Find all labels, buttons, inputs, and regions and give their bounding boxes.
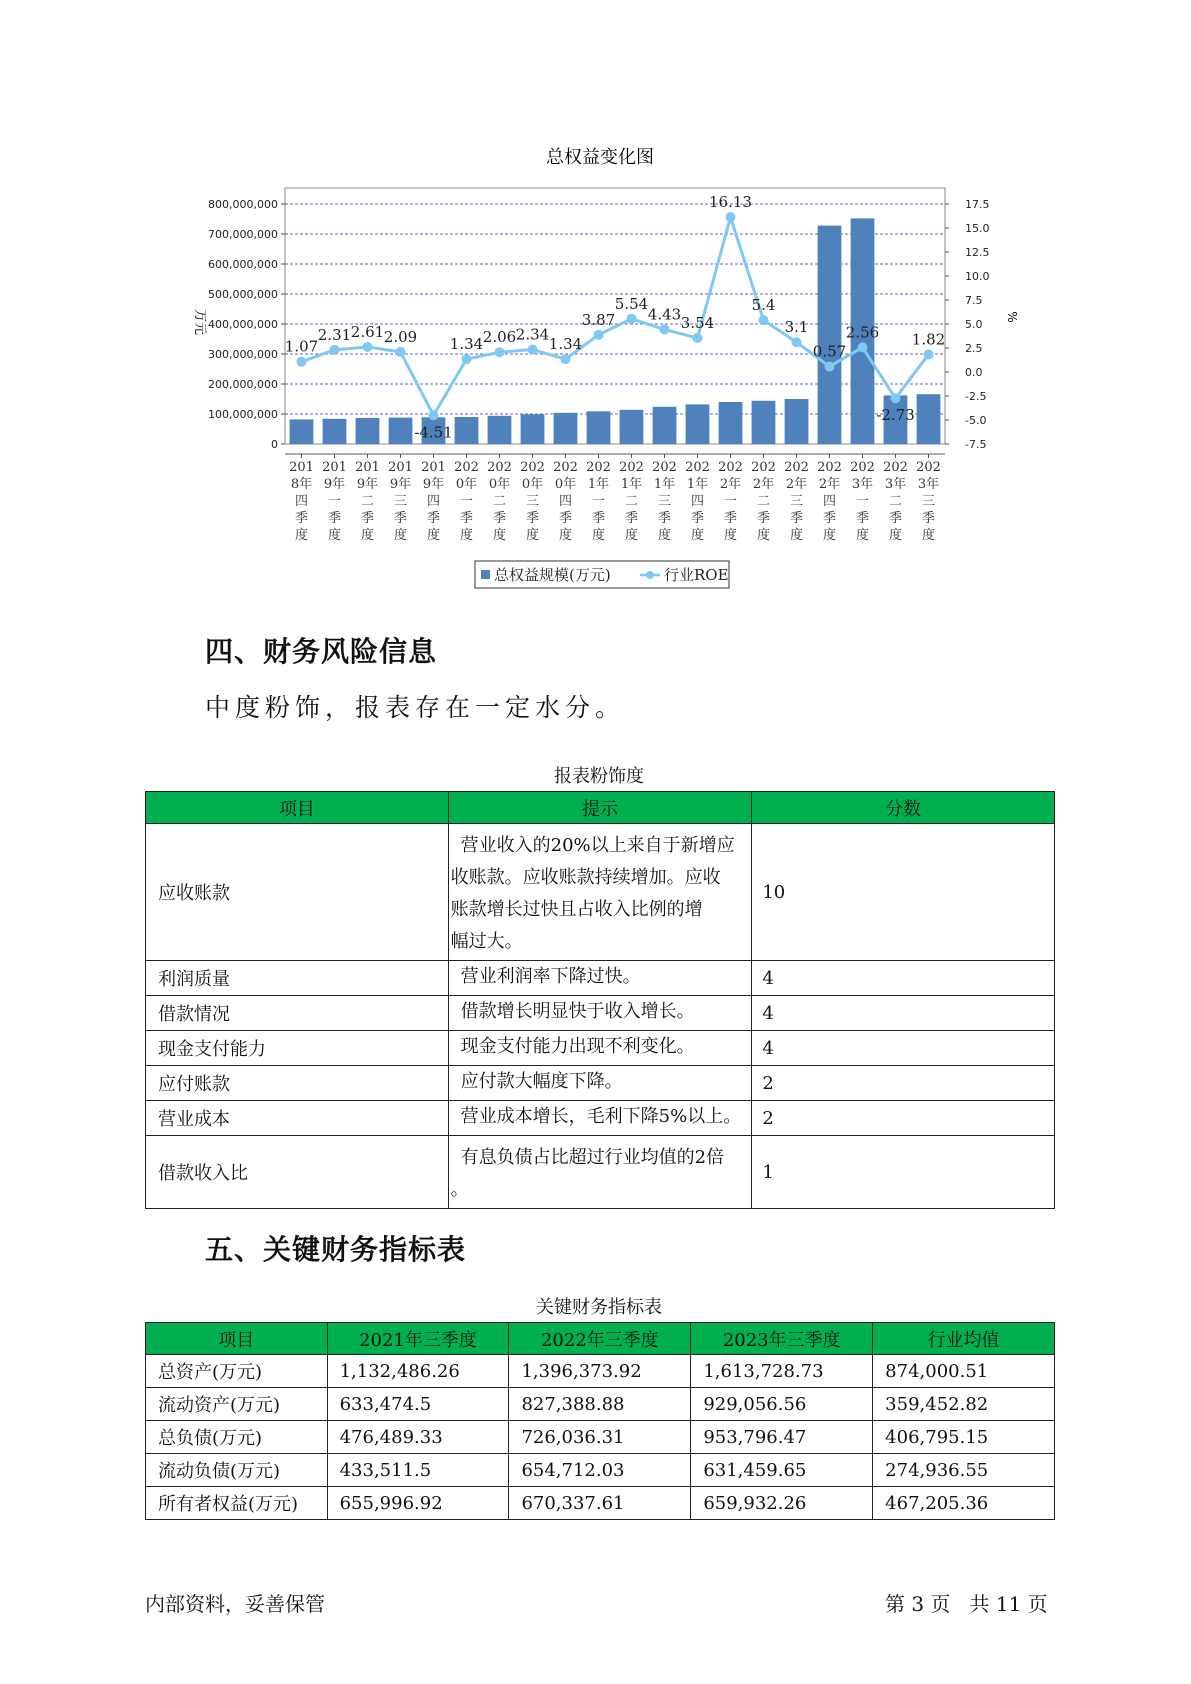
risk-hint-line: 营业收入的20%以上来自于新增应 (460, 835, 735, 856)
y-left-tick-label: 300,000,000 (208, 348, 278, 361)
roe-data-label: 3.87 (581, 310, 616, 329)
kpi-item: 流动负债(万元) (146, 1454, 328, 1487)
risk-hint (448, 961, 752, 996)
risk-hint (448, 996, 752, 1031)
roe-data-label: 2.61 (350, 322, 385, 341)
roe-point (594, 330, 604, 340)
roe-point (759, 315, 769, 325)
kpi-2022q3: 726,036.31 (509, 1421, 691, 1454)
roe-point (330, 345, 340, 355)
kpi-row (146, 1388, 1055, 1421)
equity-bar (554, 413, 578, 444)
equity-bar (785, 399, 809, 444)
y-right-tick-label: 7.5 (965, 294, 983, 307)
legend-roe: 行业ROE (664, 566, 729, 584)
x-tick-label: 202 2年二季度 (751, 460, 776, 543)
risk-hint-line: 借款增长明显快于收入增长。 (460, 1001, 695, 1022)
kpi-industry-avg: 406,795.15 (873, 1421, 1055, 1454)
x-tick-label: 202 0年一季度 (454, 460, 479, 543)
x-tick-label: 202 1年四季度 (685, 460, 710, 543)
kpi-item: 总负债(万元) (146, 1421, 328, 1454)
roe-point (891, 393, 901, 403)
y-left-tick-label: 0 (271, 438, 278, 451)
equity-bar (653, 407, 677, 444)
roe-data-label: 0.57 (812, 342, 847, 361)
risk-row (146, 1066, 1055, 1101)
chart-legend (475, 561, 729, 588)
legend-equity: 总权益规模(万元) (494, 566, 611, 584)
roe-data-label: 2.56 (845, 323, 880, 342)
roe-point (528, 345, 538, 355)
equity-bar (620, 410, 644, 444)
roe-data-label: 2.09 (383, 327, 418, 346)
x-tick-label: 202 2年四季度 (817, 460, 842, 543)
risk-hint-line: 现金支付能力出现不利变化。 (460, 1036, 695, 1057)
roe-point (924, 350, 934, 360)
x-tick-label: 202 3年三季度 (916, 460, 941, 543)
y-right-tick-label: 5.0 (965, 318, 983, 331)
roe-data-label: 3.54 (680, 314, 715, 333)
kpi-industry-avg: 874,000.51 (873, 1355, 1055, 1388)
x-tick-label: 202 3年一季度 (850, 460, 875, 543)
kpi-2022q3: 1,396,373.92 (509, 1355, 691, 1388)
risk-item: 借款情况 (146, 996, 449, 1031)
x-tick-label: 202 0年二季度 (487, 460, 512, 543)
risk-score: 4 (752, 961, 1055, 996)
kpi-2021q3: 633,474.5 (327, 1388, 509, 1421)
roe-point (627, 314, 637, 324)
risk-hint (448, 1101, 752, 1136)
x-tick-label: 201 9年一季度 (322, 460, 347, 543)
risk-hint-line: 账款增长过快且占收入比例的增 (450, 899, 703, 920)
risk-header-item: 项目 (146, 792, 449, 824)
risk-row (146, 961, 1055, 996)
y-left-tick-label: 400,000,000 (208, 318, 278, 331)
x-tick-label: 201 9年四季度 (421, 460, 446, 543)
y-right-tick-label: -5.0 (965, 414, 987, 427)
risk-score: 2 (752, 1066, 1055, 1101)
roe-data-label: 16.13 (709, 193, 752, 212)
roe-data-label: 2.31 (317, 325, 352, 344)
risk-score: 2 (752, 1101, 1055, 1136)
kpi-2023q3: 631,459.65 (691, 1454, 873, 1487)
risk-row (146, 996, 1055, 1031)
roe-data-label: 1.07 (284, 337, 319, 356)
equity-bar (521, 414, 545, 444)
kpi-2021q3: 433,511.5 (327, 1454, 509, 1487)
chart-title: 总权益变化图 (546, 147, 654, 168)
risk-table-caption: 报表粉饰度 (554, 766, 644, 787)
x-tick-label: 201 9年二季度 (355, 460, 380, 543)
kpi-header-2023q3: 2023年三季度 (691, 1323, 873, 1355)
risk-score: 10 (752, 824, 1055, 961)
y-left-tick-label: 800,000,000 (208, 198, 278, 211)
kpi-item: 所有者权益(万元) (146, 1487, 328, 1520)
kpi-table (145, 1322, 1055, 1520)
kpi-2022q3: 670,337.61 (509, 1487, 691, 1520)
risk-hint-line: 营业利润率下降过快。 (460, 966, 641, 987)
roe-data-label: 5.54 (614, 294, 649, 313)
x-tick-label: 202 3年二季度 (883, 460, 908, 543)
risk-row (146, 824, 1055, 961)
roe-data-label: -4.51 (414, 423, 453, 442)
roe-point (297, 357, 307, 367)
equity-bar (290, 419, 314, 444)
risk-item: 营业成本 (146, 1101, 449, 1136)
y-right-tick-label: -2.5 (965, 390, 987, 403)
risk-score: 4 (752, 996, 1055, 1031)
roe-point (561, 354, 571, 364)
x-tick-label: 201 8年四季度 (289, 460, 314, 543)
roe-data-label: 4.43 (647, 305, 682, 324)
y-left-tick-label: 100,000,000 (208, 408, 278, 421)
x-tick-label: 202 0年四季度 (553, 460, 578, 543)
legend-bar-swatch (481, 570, 490, 579)
roe-data-label: 5.4 (751, 296, 776, 315)
kpi-header-2021q3: 2021年三季度 (327, 1323, 509, 1355)
roe-point (429, 410, 439, 420)
roe-point (726, 212, 736, 222)
roe-point (693, 333, 703, 343)
risk-item: 利润质量 (146, 961, 449, 996)
risk-header-score: 分数 (752, 792, 1055, 824)
kpi-row (146, 1355, 1055, 1388)
risk-item: 借款收入比 (146, 1136, 449, 1209)
risk-header-hint: 提示 (448, 792, 752, 824)
equity-bar (455, 417, 479, 444)
equity-bar (389, 418, 413, 444)
y-right-tick-label: 12.5 (965, 246, 990, 259)
y-right-tick-label: -7.5 (965, 438, 987, 451)
x-tick-label: 202 1年二季度 (619, 460, 644, 543)
equity-bar (719, 402, 743, 444)
risk-hint (448, 1031, 752, 1066)
kpi-header-2022q3: 2022年三季度 (509, 1323, 691, 1355)
roe-data-label: -2.73 (876, 406, 915, 425)
kpi-item: 总资产(万元) (146, 1355, 328, 1388)
y-left-tick-label: 200,000,000 (208, 378, 278, 391)
kpi-industry-avg: 467,205.36 (873, 1487, 1055, 1520)
kpi-header-item: 项目 (146, 1323, 328, 1355)
footer-page-number: 第 3 页 共 11 页 (885, 1592, 1048, 1616)
kpi-2021q3: 655,996.92 (327, 1487, 509, 1520)
roe-point (462, 354, 472, 364)
kpi-2023q3: 659,932.26 (691, 1487, 873, 1520)
equity-bar (818, 226, 842, 444)
risk-score: 4 (752, 1031, 1055, 1066)
roe-data-label: 2.34 (515, 325, 550, 344)
risk-summary: 中度粉饰，报表存在一定水分。 (205, 693, 626, 722)
equity-bar (686, 404, 710, 444)
kpi-row (146, 1487, 1055, 1520)
risk-row (146, 1101, 1055, 1136)
kpi-2022q3: 827,388.88 (509, 1388, 691, 1421)
roe-data-label: 1.34 (449, 335, 484, 354)
y-left-label: 万元 (192, 308, 207, 336)
y-left-tick-label: 700,000,000 (208, 228, 278, 241)
kpi-row (146, 1454, 1055, 1487)
footer-confidential: 内部资料，妥善保管 (145, 1592, 325, 1616)
roe-data-label: 1.34 (548, 335, 583, 354)
risk-hint (448, 1136, 752, 1209)
roe-data-label: 1.82 (911, 330, 946, 349)
equity-bar (587, 411, 611, 444)
kpi-item: 流动资产(万元) (146, 1388, 328, 1421)
roe-point (792, 337, 802, 347)
risk-score: 1 (752, 1136, 1055, 1209)
kpi-industry-avg: 359,452.82 (873, 1388, 1055, 1421)
roe-point (495, 347, 505, 357)
risk-hint-line: 。 (450, 1179, 469, 1200)
kpi-table-caption: 关键财务指标表 (536, 1297, 662, 1318)
risk-hint-line: 营业成本增长，毛利下降5%以上。 (460, 1106, 742, 1127)
y-right-tick-label: 15.0 (965, 222, 990, 235)
equity-bar (488, 416, 512, 444)
x-tick-label: 202 1年一季度 (586, 460, 611, 543)
y-left-tick-label: 600,000,000 (208, 258, 278, 271)
roe-point (660, 324, 670, 334)
roe-point (396, 347, 406, 357)
y-right-tick-label: 17.5 (965, 198, 990, 211)
roe-point (825, 362, 835, 372)
y-left-tick-label: 500,000,000 (208, 288, 278, 301)
x-tick-label: 202 1年三季度 (652, 460, 677, 543)
y-right-tick-label: 2.5 (965, 342, 983, 355)
kpi-2023q3: 929,056.56 (691, 1388, 873, 1421)
roe-data-label: 3.1 (784, 318, 809, 337)
equity-bar (323, 419, 347, 444)
risk-hint (448, 1066, 752, 1101)
section4-title: 四、财务风险信息 (205, 635, 438, 668)
risk-hint-line: 有息负债占比超过行业均值的2倍 (460, 1147, 725, 1168)
kpi-2023q3: 953,796.47 (691, 1421, 873, 1454)
equity-bar (917, 394, 941, 444)
kpi-2022q3: 654,712.03 (509, 1454, 691, 1487)
x-tick-label: 202 0年三季度 (520, 460, 545, 543)
legend-line-marker (646, 571, 654, 579)
kpi-header-industry: 行业均值 (873, 1323, 1055, 1355)
roe-point (363, 342, 373, 352)
section5-title: 五、关键财务指标表 (205, 1233, 467, 1266)
kpi-2021q3: 476,489.33 (327, 1421, 509, 1454)
risk-table (145, 791, 1055, 1209)
risk-hint-line: 应付款大幅度下降。 (460, 1071, 623, 1092)
roe-data-label: 2.06 (482, 328, 517, 347)
risk-hint (448, 824, 752, 961)
x-tick-label: 202 2年一季度 (718, 460, 743, 543)
risk-hint-line: 幅过大。 (450, 931, 523, 952)
risk-row (146, 1136, 1055, 1209)
y-right-label: % (1005, 311, 1019, 323)
risk-item: 应收账款 (146, 824, 449, 961)
risk-hint-line: 收账款。应收账款持续增加。应收 (450, 867, 721, 888)
kpi-row (146, 1421, 1055, 1454)
equity-chart (0, 0, 1191, 600)
roe-point (858, 342, 868, 352)
kpi-2021q3: 1,132,486.26 (327, 1355, 509, 1388)
risk-item: 应付账款 (146, 1066, 449, 1101)
risk-item: 现金支付能力 (146, 1031, 449, 1066)
x-tick-label: 201 9年三季度 (388, 460, 413, 543)
equity-bar (356, 418, 380, 444)
y-right-tick-label: 10.0 (965, 270, 990, 283)
kpi-2023q3: 1,613,728.73 (691, 1355, 873, 1388)
x-tick-label: 202 2年三季度 (784, 460, 809, 543)
risk-row (146, 1031, 1055, 1066)
kpi-industry-avg: 274,936.55 (873, 1454, 1055, 1487)
equity-bar (752, 401, 776, 444)
y-right-tick-label: 0.0 (965, 366, 983, 379)
